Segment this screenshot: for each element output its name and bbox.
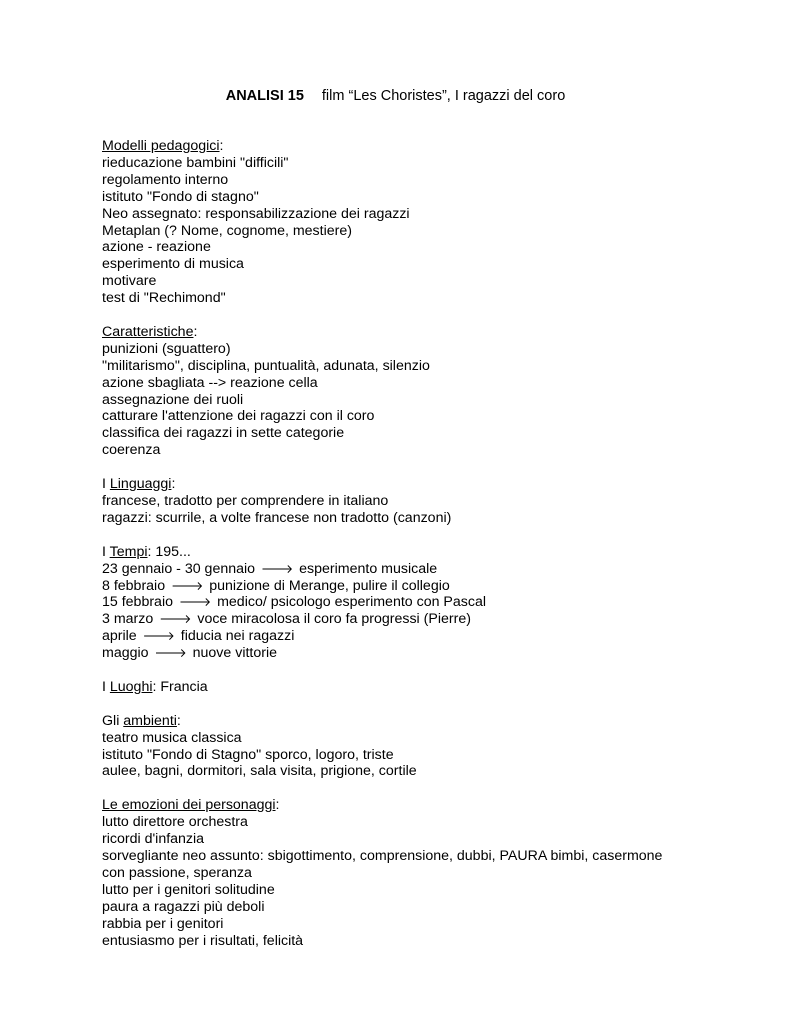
list-item: rabbia per i genitori [102, 915, 224, 932]
section-caratteristiche [102, 324, 742, 459]
timeline-item: maggio 🡒 nuove vittorie [102, 645, 278, 662]
list-item: entusiasmo per i risultati, felicità [102, 932, 304, 949]
section-luoghi [102, 679, 742, 696]
list-item: "militarismo", disciplina, puntualità, adunata, silenzio [102, 357, 430, 374]
right-arrow-icon: 🡒 [261, 561, 294, 576]
timeline-item: 8 febbraio 🡒 punizione di Merange, pulire il collegio [102, 577, 450, 594]
list-item: ragazzi: scurrile, a volte francese non tradotto (canzoni) [102, 509, 452, 526]
right-arrow-icon: 🡒 [142, 629, 175, 644]
list-item: azione sbagliata --> reazione cella [102, 374, 318, 391]
list-item: regolamento interno [102, 171, 229, 188]
section-heading: Le emozioni dei personaggi: [102, 797, 280, 814]
section-heading: Gli ambienti: [102, 712, 181, 729]
list-item: esperimento di musica [102, 256, 244, 273]
list-item: azione - reazione [102, 239, 211, 256]
list-item: istituto "Fondo di stagno" [102, 188, 259, 205]
section-heading: I Linguaggi: [102, 476, 176, 493]
section-ambienti [102, 713, 742, 781]
section-heading: Modelli pedagogici: [102, 138, 224, 154]
title-bold: ANALISI 15 [225, 88, 304, 104]
list-item: istituto "Fondo di Stagno" sporco, logoro, triste [102, 746, 394, 763]
list-item: francese, tradotto per comprendere in italiano [102, 493, 389, 509]
list-item: test di "Rechimond" [102, 290, 226, 307]
list-item: teatro musica classica [102, 729, 242, 746]
timeline-item: aprile 🡒 fiducia nei ragazzi [102, 628, 295, 645]
title-rest: film “Les Choristes”, I ragazzi del coro [321, 88, 566, 104]
section-linguaggi [102, 476, 742, 527]
list-item: motivare [102, 273, 157, 290]
section-heading: I Tempi: 195... [102, 543, 191, 560]
timeline-item: 3 marzo 🡒 voce miracolosa il coro fa progressi (Pierre) [102, 611, 471, 628]
list-item: lutto direttore orchestra [102, 814, 248, 831]
section-modelli [102, 138, 742, 307]
list-item: catturare l'attenzione dei ragazzi con il coro [102, 408, 375, 425]
right-arrow-icon: 🡒 [159, 612, 192, 627]
list-item: rieducazione bambini "difficili" [102, 154, 289, 171]
document-body [102, 138, 742, 966]
list-item: Neo assegnato: responsabilizzazione dei ragazzi [102, 205, 410, 222]
list-item: punizioni (sguattero) [102, 340, 231, 357]
list-item: coerenza [102, 442, 161, 459]
timeline-item: 23 gennaio - 30 gennaio 🡒 esperimento musicale [102, 560, 438, 577]
section-heading: I Luoghi: Francia [102, 678, 208, 695]
list-item: con passione, speranza [102, 864, 252, 881]
timeline-item: 15 febbraio 🡒 medico/ psicologo esperimento con Pascal [102, 594, 487, 611]
list-item: ricordi d'infanzia [102, 831, 205, 848]
section-emozioni [102, 797, 742, 949]
list-item: assegnazione dei ruoli [102, 391, 244, 408]
section-tempi [102, 544, 742, 662]
list-item: classifica dei ragazzi in sette categorie [102, 425, 345, 442]
right-arrow-icon: 🡒 [178, 595, 212, 610]
right-arrow-icon: 🡒 [171, 578, 204, 593]
section-heading: Caratteristiche: [102, 323, 198, 340]
page-title [0, 86, 791, 106]
right-arrow-icon: 🡒 [154, 646, 187, 661]
list-item: aulee, bagni, dormitori, sala visita, prigione, cortile [102, 763, 417, 780]
list-item: paura a ragazzi più deboli [102, 898, 265, 915]
list-item: sorvegliante neo assunto: sbigottimento, comprensione, dubbi, PAURA bimbi, casermone [102, 847, 663, 864]
list-item: Metaplan (? Nome, cognome, mestiere) [102, 222, 352, 239]
list-item: lutto per i genitori solitudine [102, 881, 275, 898]
